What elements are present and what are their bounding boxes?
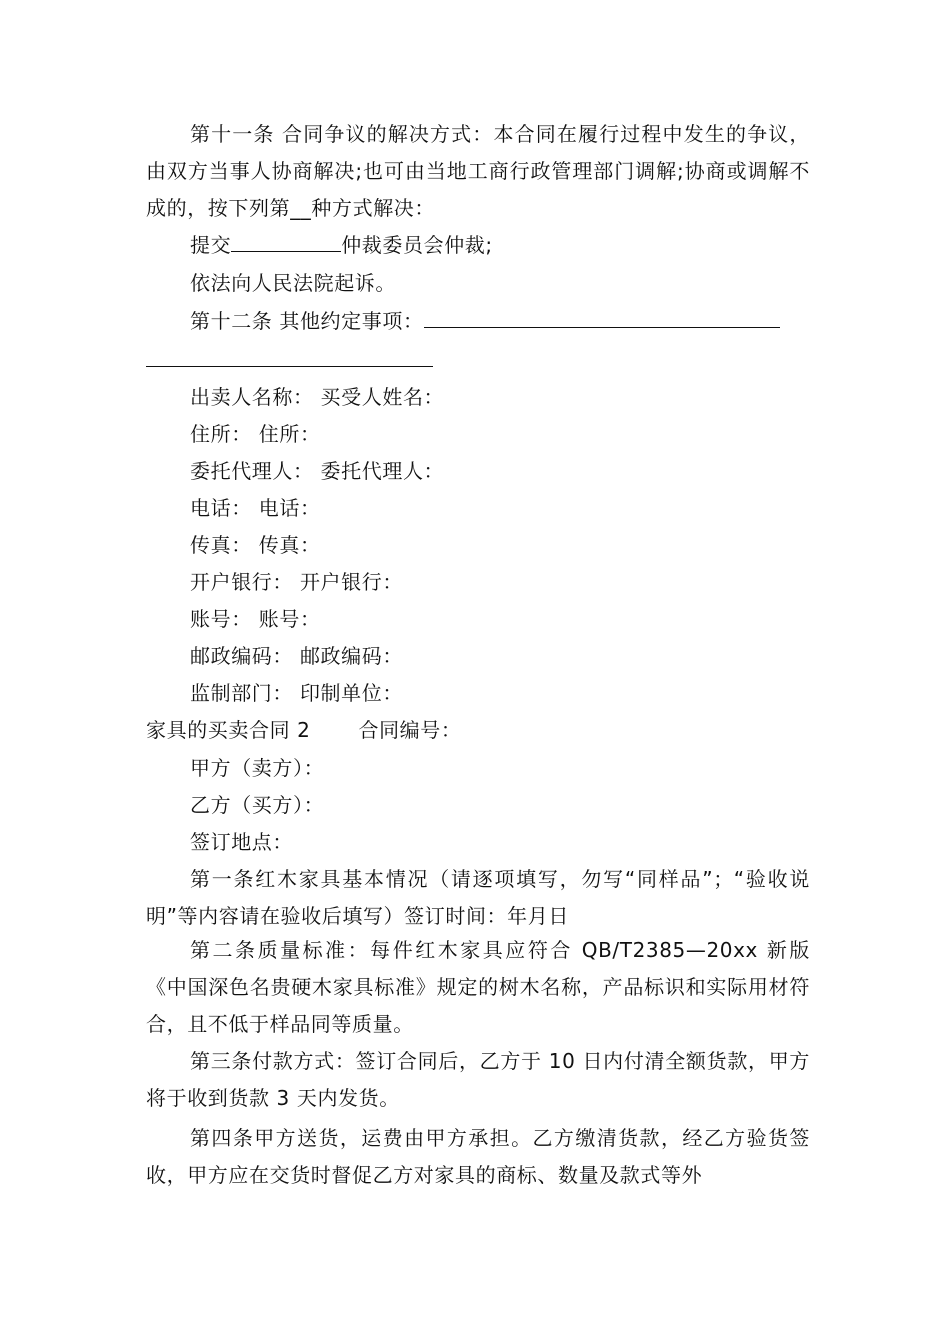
signature-supervisor: 监制部门： 印制单位： bbox=[190, 681, 403, 705]
article-12-blank bbox=[424, 305, 780, 328]
arbitration-blank bbox=[231, 229, 341, 252]
contract-2-article-3: 第三条付款方式：签订合同后，乙方于 10 日内付清全额货款，甲方将于收到货款 3 天内发货。 bbox=[146, 1049, 810, 1110]
contract-2-title: 家具的买卖合同 2 bbox=[146, 718, 311, 742]
article-11: 第十一条 合同争议的解决方式：本合同在履行过程中发生的争议，由双方当事人协商解决;也可由当地工商行政管理部门调解;协商或调解不成的，按下列第__种方式解决： bbox=[146, 122, 810, 220]
contract-2-article-4: 第四条甲方送货，运费由甲方承担。乙方缴清货款，经乙方验货签收，甲方应在交货时督促乙方对家具的商标、数量及款式等外 bbox=[146, 1126, 810, 1187]
signature-seller-name: 出卖人名称： 买受人姓名： bbox=[190, 385, 445, 409]
contract-number-label: 合同编号： bbox=[358, 718, 462, 742]
party-b: 乙方（买方）： bbox=[190, 793, 325, 817]
signature-agent: 委托代理人： 委托代理人： bbox=[190, 459, 445, 483]
article-12 bbox=[146, 303, 810, 340]
signature-address: 住所： 住所： bbox=[190, 422, 321, 446]
lawsuit-option: 依法向人民法院起诉。 bbox=[190, 271, 396, 295]
signature-phone: 电话： 电话： bbox=[190, 496, 321, 520]
signature-postcode: 邮政编码： 邮政编码： bbox=[190, 644, 403, 668]
article-12-blank-line2 bbox=[146, 366, 433, 367]
contract-2-article-2: 第二条质量标准：每件红木家具应符合 QB/T2385—20xx 新版《中国深色名贵硬木家具标准》规定的树木名称，产品标识和实际用材符合，且不低于样品同等质量。 bbox=[146, 938, 810, 1036]
signature-fax: 传真： 传真： bbox=[190, 533, 321, 557]
signature-account: 账号： 账号： bbox=[190, 607, 321, 631]
signature-bank: 开户银行： 开户银行： bbox=[190, 570, 403, 594]
contract-2-article-1: 第一条红木家具基本情况（请逐项填写，勿写“同样品”；“验收说明”等内容请在验收后填写）签订时间：年月日 bbox=[146, 867, 810, 928]
party-a: 甲方（卖方）： bbox=[190, 756, 325, 780]
arbitration-prefix: 提交 bbox=[190, 233, 232, 257]
arbitration-suffix: 仲裁委员会仲裁; bbox=[341, 233, 493, 257]
contract-2-heading bbox=[146, 712, 810, 749]
signing-place: 签订地点： bbox=[190, 830, 293, 854]
article-12-label: 第十二条 其他约定事项： bbox=[190, 309, 424, 333]
arbitration-option bbox=[146, 227, 810, 264]
